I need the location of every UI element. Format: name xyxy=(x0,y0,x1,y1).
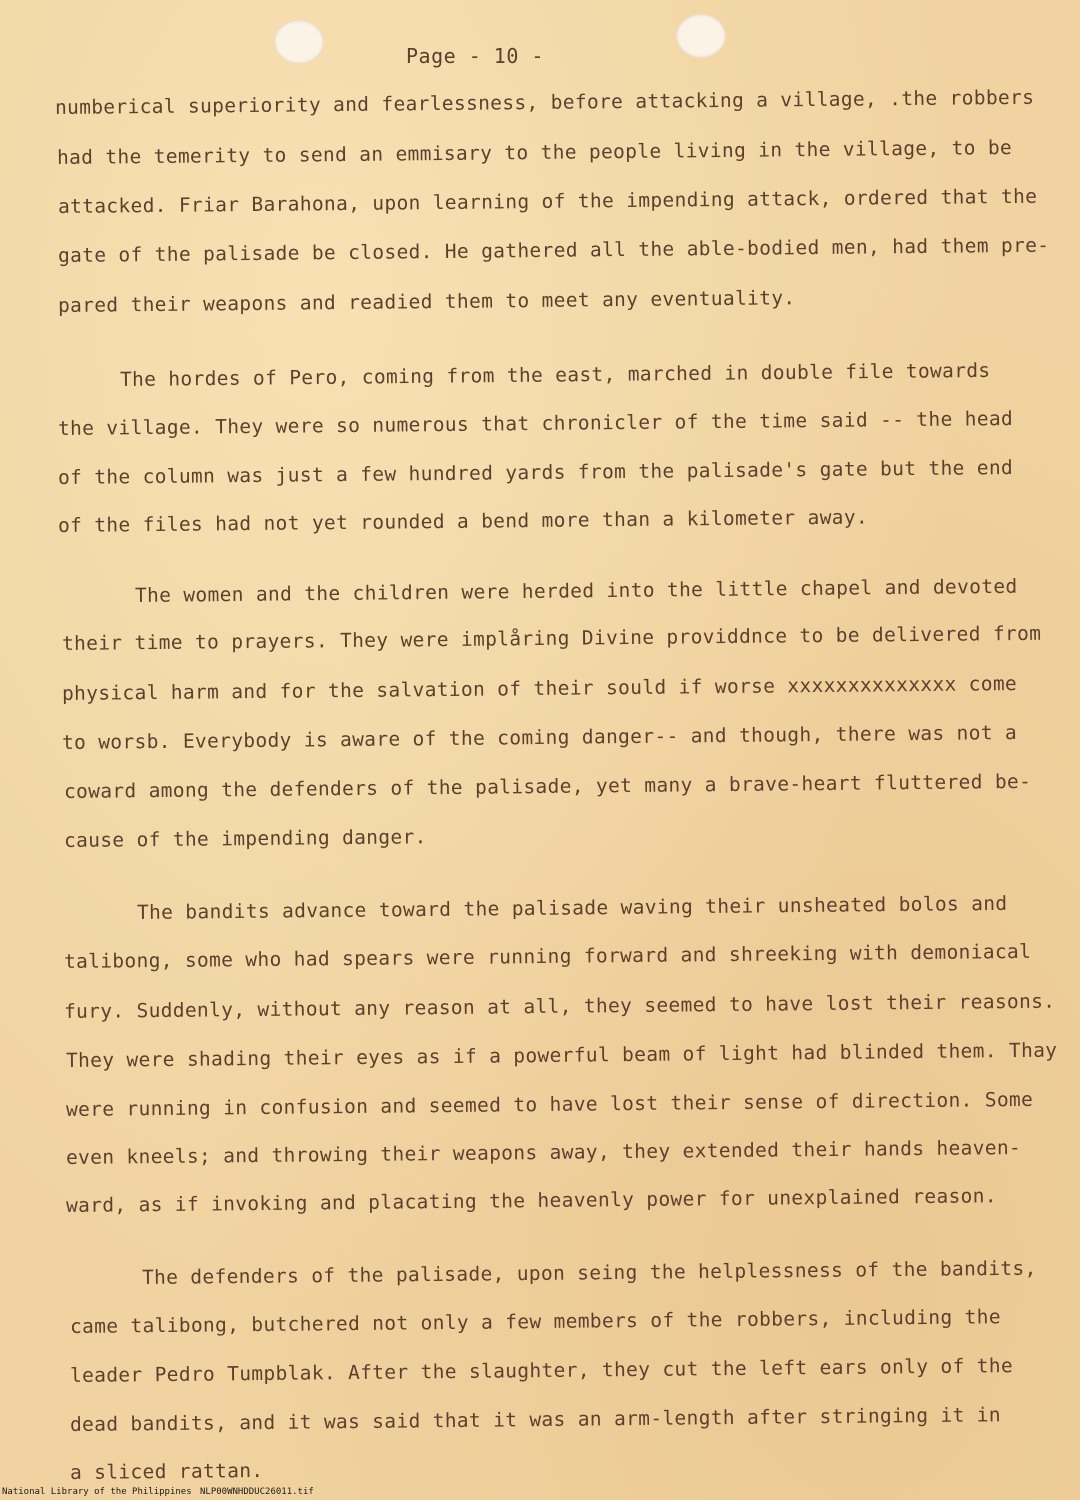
text-line: talibong, some who had spears were running forward and shreeking with demoniacal xyxy=(63,939,1032,973)
text-line: dead bandits, and it was said that it was an arm-length after stringing it in xyxy=(69,1403,1002,1436)
text-line: gate of the palisade be closed. He gathered all the able-bodied men, had them pre- xyxy=(57,233,1050,267)
text-line: cause of the impending danger. xyxy=(63,825,427,852)
text-line: They were shading their eyes as if a powerful beam of light had blinded them. Thay xyxy=(65,1038,1058,1072)
footer-institution: National Library of the Philippines xyxy=(2,1487,192,1497)
text-line: were running in confusion and seemed to have lost their sense of direction. Some xyxy=(65,1087,1034,1121)
text-line: attacked. Friar Barahona, upon learning of the impending attack, ordered that the xyxy=(57,184,1038,218)
text-line: pared their weapons and readied them to meet any eventuality. xyxy=(57,286,796,317)
text-line: The women and the children were herded into the little chapel and devoted xyxy=(134,574,1018,607)
text-line: The hordes of Pero, coming from the east, marched in double file towards xyxy=(119,358,991,391)
text-line: physical harm and for the salvation of their sould if worse xxxxxxxxxxxxxx come xyxy=(61,671,1018,705)
text-line: a sliced rattan. xyxy=(69,1458,264,1484)
text-line: of the files had not yet rounded a bend more than a kilometer away. xyxy=(57,505,869,537)
text-line: The defenders of the palisade, upon seing the helplessness of the bandits, xyxy=(141,1256,1037,1289)
text-line: the village. They were so numerous that chronicler of the time said -- the head xyxy=(57,406,1014,440)
text-line: ward, as if invoking and placating the heavenly power for unexplained reason. xyxy=(65,1184,998,1217)
punch-hole-left xyxy=(274,20,324,64)
text-line: leader Pedro Tumpblak. After the slaughter, they cut the left ears only of the xyxy=(69,1354,1014,1387)
text-line: numberical superiority and fearlessness, before attacking a village, .the robbers xyxy=(54,85,1035,119)
text-line: even kneels; and throwing their weapons away, they extended their hands heaven- xyxy=(65,1135,1022,1169)
punch-hole-right xyxy=(676,14,726,58)
text-line: to worsb. Everybody is aware of the coming danger-- and though, there was not a xyxy=(61,720,1018,754)
text-line: fury. Suddenly, without any reason at all, they seemed to have lost their reasons. xyxy=(63,989,1056,1023)
footer-file-id: NLP00WNHDDUC26011.tif xyxy=(200,1487,314,1497)
text-line: of the column was just a few hundred yards from the palisade's gate but the end xyxy=(57,455,1014,489)
text-line: their time to prayers. They were implåring Divine providdnce to be delivered from xyxy=(61,621,1042,655)
text-line: The bandits advance toward the palisade waving their unsheated bolos and xyxy=(136,891,1008,924)
page-number: Page - 10 - xyxy=(406,44,544,68)
text-line: had the temerity to send an emmisary to the people living in the village, to be xyxy=(56,135,1013,169)
text-line: coward among the defenders of the palisade, yet many a brave-heart fluttered be- xyxy=(63,769,1032,803)
text-line: came talibong, butchered not only a few members of the robbers, including the xyxy=(69,1305,1002,1338)
